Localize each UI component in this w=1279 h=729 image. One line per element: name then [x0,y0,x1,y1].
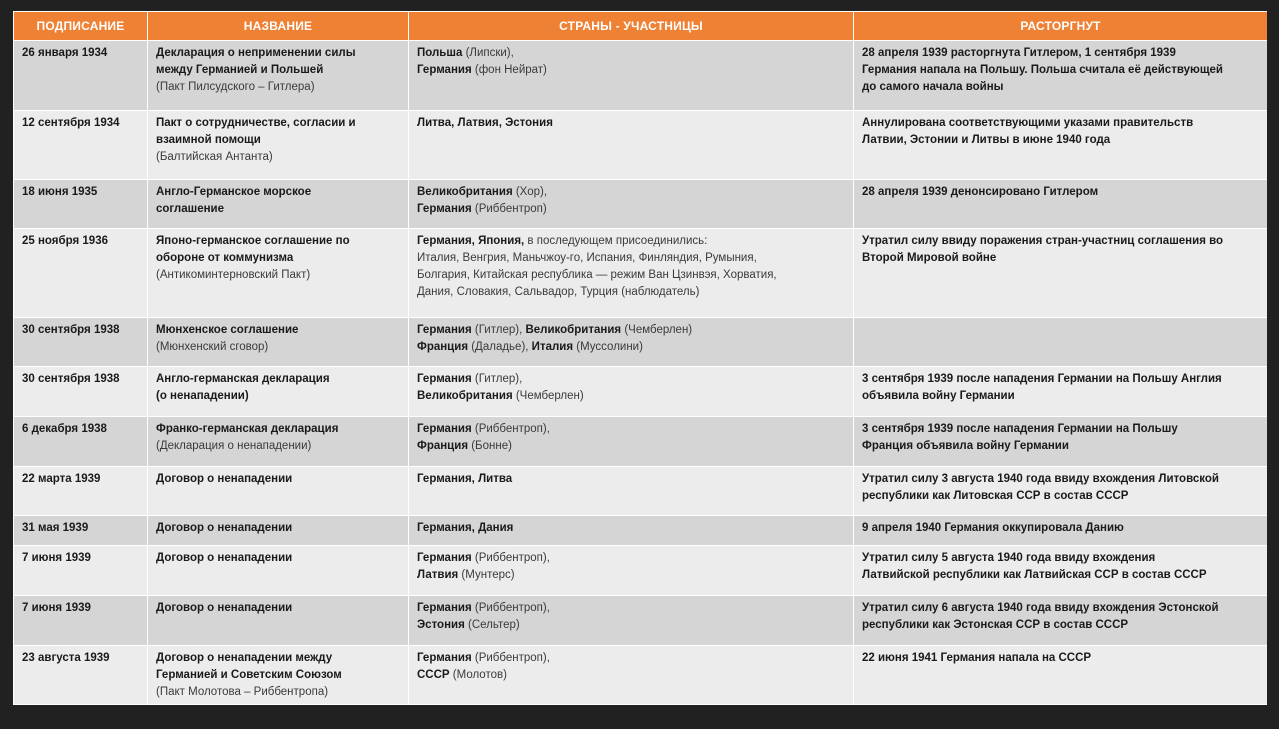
title-alias: (Декларация о ненападении) [156,440,312,452]
terminated-line: Утратил силу 6 августа 1940 года ввиду вхождения Эстонской [862,602,1219,614]
header-terminated: РАСТОРГНУТ [854,12,1268,41]
table-row [14,467,1268,516]
date-text: 22 марта 1939 [22,473,101,485]
party-country: Польша [417,47,463,59]
cell-date [14,318,148,367]
cell-title [148,417,409,467]
cell-terminated [854,516,1268,546]
terminated-line: объявила войну Германии [862,390,1015,402]
cell-terminated [854,546,1268,596]
party-detail: (фон Нейрат) [471,64,547,76]
cell-date [14,646,148,705]
party-detail: (Молотов) [449,669,507,681]
cell-parties [409,180,854,229]
cell-parties [409,646,854,705]
party-country: СССР [417,669,450,681]
title-line: Декларация о неприменении силы [156,47,356,59]
table-row [14,229,1268,318]
party-country: Германия [417,203,472,215]
party-detail: Болгария, Китайская республика — режим Ван Цзинвэя, Хорватия, [417,269,777,281]
party-detail: Дания, Словакия, Сальвадор, Турция (наблюдатель) [417,286,700,298]
header-signed: ПОДПИСАНИЕ [14,12,148,41]
cell-date [14,467,148,516]
title-line: Мюнхенское соглашение [156,324,299,336]
party-country: Германия [417,423,472,435]
title-alias: (Мюнхенский сговор) [156,341,269,353]
table-row [14,41,1268,111]
date-text: 26 января 1934 [22,47,108,59]
title-line: Англо-германская декларация [156,373,330,385]
cell-title [148,596,409,646]
party-detail: (Риббентроп), [471,652,550,664]
cell-parties [409,229,854,318]
cell-terminated [854,596,1268,646]
title-line: Англо-Германское морское [156,186,312,198]
cell-title [148,467,409,516]
party-country: Германия [417,373,472,385]
terminated-line: Латвийской республики как Латвийская ССР в состав СССР [862,569,1207,581]
cell-title [148,229,409,318]
title-line: Договор о ненападении между [156,652,333,664]
title-line: между Германией и Польшей [156,64,324,76]
party-detail: (Чемберлен) [512,390,584,402]
terminated-line: Латвии, Эстонии и Литвы в июне 1940 года [862,134,1111,146]
party-country: Германия [417,64,472,76]
party-country: Великобритания [525,324,622,336]
cell-terminated [854,646,1268,705]
party-detail: (Бонне) [468,440,512,452]
cell-title [148,516,409,546]
party-country: Великобритания [417,186,513,198]
table-body [14,41,1268,705]
party-country: Франция [417,341,469,353]
party-detail: (Чемберлен) [621,324,693,336]
date-text: 30 сентября 1938 [22,373,120,385]
cell-date [14,41,148,111]
cell-parties [409,318,854,367]
cell-parties [409,516,854,546]
party-country: Великобритания [417,390,513,402]
title-line: Договор о ненападении [156,602,293,614]
cell-date [14,516,148,546]
party-detail: (Риббентроп), [471,423,550,435]
terminated-line: 3 сентября 1939 после нападения Германии на Польшу Англия [862,373,1222,385]
terminated-line: до самого начала войны [862,81,1004,93]
party-country: Франция [417,440,469,452]
table-row [14,318,1268,367]
title-line: обороне от коммунизма [156,252,294,264]
date-text: 7 июня 1939 [22,602,91,614]
party-country: Германия [417,552,472,564]
terminated-line: Утратил силу ввиду поражения стран-участниц соглашения во [862,235,1224,247]
cell-terminated [854,229,1268,318]
header-parties: СТРАНЫ - УЧАСТНИЦЫ [409,12,854,41]
table-row [14,367,1268,417]
cell-title [148,111,409,180]
party-detail: (Гитлер), [471,373,523,385]
date-text: 23 августа 1939 [22,652,110,664]
date-text: 18 июня 1935 [22,186,98,198]
cell-terminated [854,367,1268,417]
cell-parties [409,596,854,646]
party-country: Германия [417,652,472,664]
terminated-line: Утратил силу 3 августа 1940 года ввиду вхождения Литовской [862,473,1219,485]
title-alias: (Пакт Молотова – Риббентропа) [156,686,329,698]
cell-parties [409,417,854,467]
date-text: 30 сентября 1938 [22,324,120,336]
title-line: Договор о ненападении [156,522,293,534]
title-line: Договор о ненападении [156,473,293,485]
title-alias: (Антикоминтерновский Пакт) [156,269,311,281]
party-country: Литва, Латвия, Эстония [417,117,553,129]
party-country: Германия, Япония, [417,235,525,247]
party-country: Германия, Дания [417,522,514,534]
title-alias: (Балтийская Антанта) [156,151,273,163]
party-detail: (Сельтер) [464,619,520,631]
party-country: Германия, Литва [417,473,513,485]
party-detail: (Хор), [512,186,548,198]
cell-parties [409,41,854,111]
cell-title [148,180,409,229]
party-detail: (Липски), [462,47,514,59]
date-text: 12 сентября 1934 [22,117,120,129]
terminated-line: 28 апреля 1939 денонсировано Гитлером [862,186,1099,198]
date-text: 25 ноября 1936 [22,235,108,247]
table-row [14,646,1268,705]
title-line: соглашение [156,203,225,215]
party-detail: (Мунтерс) [458,569,515,581]
cell-terminated [854,417,1268,467]
party-detail: (Даладье), [468,341,532,353]
cell-parties [409,546,854,596]
table-row [14,516,1268,546]
party-country: Германия [417,324,472,336]
party-country: Латвия [417,569,459,581]
cell-date [14,596,148,646]
cell-title [148,41,409,111]
party-country: Германия [417,602,472,614]
terminated-line: Германия напала на Польшу. Польша считала её действующей [862,64,1224,76]
header-title: НАЗВАНИЕ [148,12,409,41]
cell-date [14,417,148,467]
table-row [14,596,1268,646]
party-detail: (Риббентроп), [471,602,550,614]
party-country: Эстония [417,619,465,631]
cell-terminated [854,41,1268,111]
terminated-line: 22 июня 1941 Германия напала на СССР [862,652,1092,664]
title-line: (о ненападении) [156,390,249,402]
title-line: взаимной помощи [156,134,261,146]
terminated-line: Утратил силу 5 августа 1940 года ввиду вхождения [862,552,1156,564]
cell-terminated [854,111,1268,180]
cell-title [148,318,409,367]
cell-terminated [854,467,1268,516]
cell-terminated [854,318,1268,367]
title-line: Германией и Советским Союзом [156,669,342,681]
party-detail: (Риббентроп), [471,552,550,564]
party-detail: (Гитлер), [471,324,526,336]
cell-date [14,367,148,417]
title-line: Пакт о сотрудничестве, согласии и [156,117,356,129]
cell-parties [409,111,854,180]
party-detail: в последующем присоединились: [524,235,708,247]
cell-date [14,180,148,229]
date-text: 31 мая 1939 [22,522,89,534]
terminated-line: республики как Эстонская ССР в состав СССР [862,619,1129,631]
party-detail: Италия, Венгрия, Маньчжоу-го, Испания, Финляндия, Румыния, [417,252,757,264]
cell-terminated [854,180,1268,229]
terminated-line: 9 апреля 1940 Германия оккупировала Данию [862,522,1124,534]
treaties-table [13,11,1267,705]
party-detail: (Муссолини) [573,341,643,353]
table-header-row [14,12,1268,41]
treaties-table-frame [13,11,1267,716]
table-row [14,417,1268,467]
table-row [14,111,1268,180]
cell-title [148,367,409,417]
terminated-line: республики как Литовская ССР в состав СССР [862,490,1129,502]
party-detail: (Риббентроп) [471,203,547,215]
cell-title [148,646,409,705]
terminated-line: Франция объявила войну Германии [862,440,1069,452]
date-text: 6 декабря 1938 [22,423,107,435]
cell-parties [409,467,854,516]
terminated-line: Аннулирована соответствующими указами правительств [862,117,1194,129]
cell-title [148,546,409,596]
cell-date [14,546,148,596]
title-line: Японо-германское соглашение по [156,235,350,247]
cell-date [14,111,148,180]
title-line: Договор о ненападении [156,552,293,564]
terminated-line: 28 апреля 1939 расторгнута Гитлером, 1 сентября 1939 [862,47,1176,59]
table-row [14,180,1268,229]
party-country: Италия [531,341,574,353]
title-line: Франко-германская декларация [156,423,339,435]
terminated-line: 3 сентября 1939 после нападения Германии на Польшу [862,423,1178,435]
date-text: 7 июня 1939 [22,552,91,564]
terminated-line: Второй Мировой войне [862,252,997,264]
title-alias: (Пакт Пилсудского – Гитлера) [156,81,315,93]
cell-parties [409,367,854,417]
table-row [14,546,1268,596]
cell-date [14,229,148,318]
